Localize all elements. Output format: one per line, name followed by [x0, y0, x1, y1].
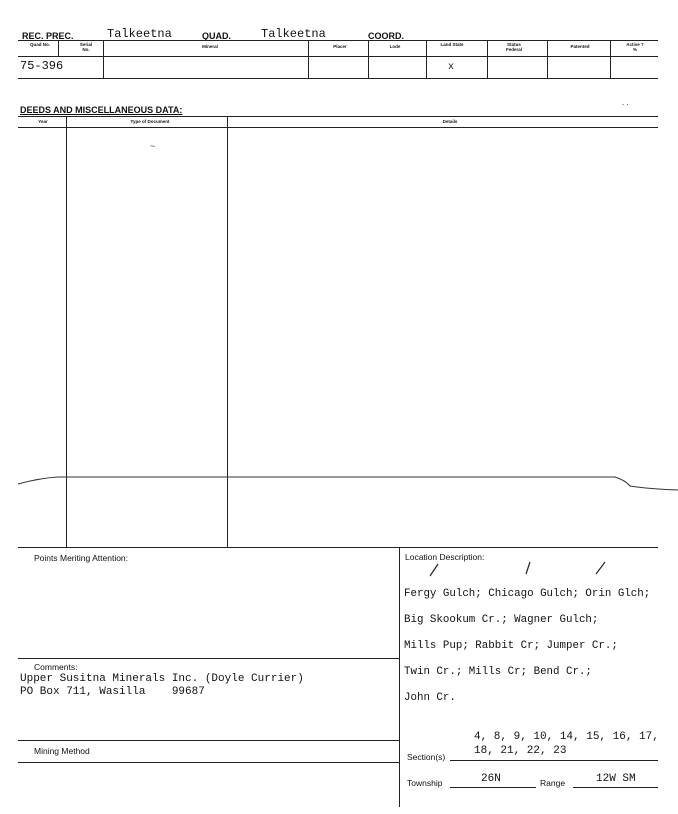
location-line: Fergy Gulch; Chicago Gulch; Orin Glch;	[404, 588, 651, 600]
col-divider	[610, 41, 611, 78]
record-row-bottom	[18, 78, 658, 79]
sections-line-2: 18, 21, 22, 23	[474, 745, 567, 757]
col-divider	[308, 41, 309, 78]
sections-line-1: 4, 8, 9, 10, 14, 15, 16, 17,	[474, 731, 659, 743]
col-divider	[368, 41, 369, 78]
quad-value: Talkeetna	[261, 27, 326, 41]
mining-top-line	[18, 740, 399, 741]
col-placer: Placer	[333, 44, 347, 49]
comments-label: Comments:	[34, 662, 78, 672]
location-label: Location Description:	[405, 552, 485, 562]
deeds-header-bottom	[18, 127, 658, 128]
header-row-line	[18, 56, 658, 57]
fold-crease	[0, 470, 678, 495]
deeds-title: DEEDS AND MISCELLANEOUS DATA:	[20, 105, 183, 115]
col-divider	[487, 41, 488, 78]
speck-mark: . .	[622, 98, 629, 107]
col-status-federal: Status Federal	[505, 42, 522, 52]
col-serial-no: Serial No.	[79, 42, 93, 52]
col-divider	[547, 41, 548, 78]
land-state-mark: x	[448, 62, 455, 73]
col-quad-no: Quad No.	[30, 42, 50, 47]
township-value: 26N	[481, 773, 501, 785]
location-lines	[404, 575, 650, 718]
col-year: Year	[38, 119, 48, 124]
location-line: Twin Cr.; Mills Cr; Bend Cr.;	[404, 666, 592, 678]
bottom-section-top	[18, 547, 658, 548]
township-underline	[450, 787, 536, 788]
comments-line-2: PO Box 711, Wasilla 99687	[20, 686, 205, 698]
bottom-center-divider	[399, 547, 400, 807]
mining-bottom-line	[18, 762, 399, 763]
header-underline	[18, 40, 658, 41]
col-patented: Patented	[570, 44, 590, 49]
location-line: Mills Pup; Rabbit Cr; Jumper Cr.;	[404, 640, 618, 652]
range-value: 12W SM	[596, 773, 636, 785]
mining-method-label: Mining Method	[34, 746, 90, 756]
comments-line-1: Upper Susitna Minerals Inc. (Doyle Currier)	[20, 673, 304, 685]
col-divider	[58, 41, 59, 56]
col-type-of-document: Type of Document	[130, 119, 170, 124]
comments-top-line	[18, 658, 399, 659]
location-line: Big Skookum Cr.; Wagner Gulch;	[404, 614, 599, 626]
quad-no-value: 75-396	[20, 59, 64, 73]
sections-underline	[450, 760, 658, 761]
township-label: Township	[407, 778, 443, 788]
col-mineral: Mineral	[202, 44, 218, 49]
range-label: Range	[540, 778, 566, 788]
sections-label: Section(s)	[407, 752, 446, 762]
col-land-state: Land State	[440, 42, 464, 47]
quad-label: QUAD.	[202, 31, 231, 41]
rec-prec-label: REC. PREC.	[22, 31, 74, 41]
location-line: John Cr.	[404, 692, 456, 704]
range-underline	[573, 787, 658, 788]
col-lode: Lode	[389, 44, 401, 49]
col-details: Details	[442, 119, 458, 124]
scribble-mark: ~	[150, 141, 156, 151]
col-divider	[103, 41, 104, 78]
coord-label: COORD.	[368, 31, 404, 41]
deeds-top-line	[18, 116, 658, 117]
col-divider	[426, 41, 427, 78]
rec-prec-value: Talkeetna	[107, 27, 172, 41]
col-active: Active ? %	[626, 42, 644, 52]
points-label: Points Meriting Attention:	[34, 553, 129, 563]
